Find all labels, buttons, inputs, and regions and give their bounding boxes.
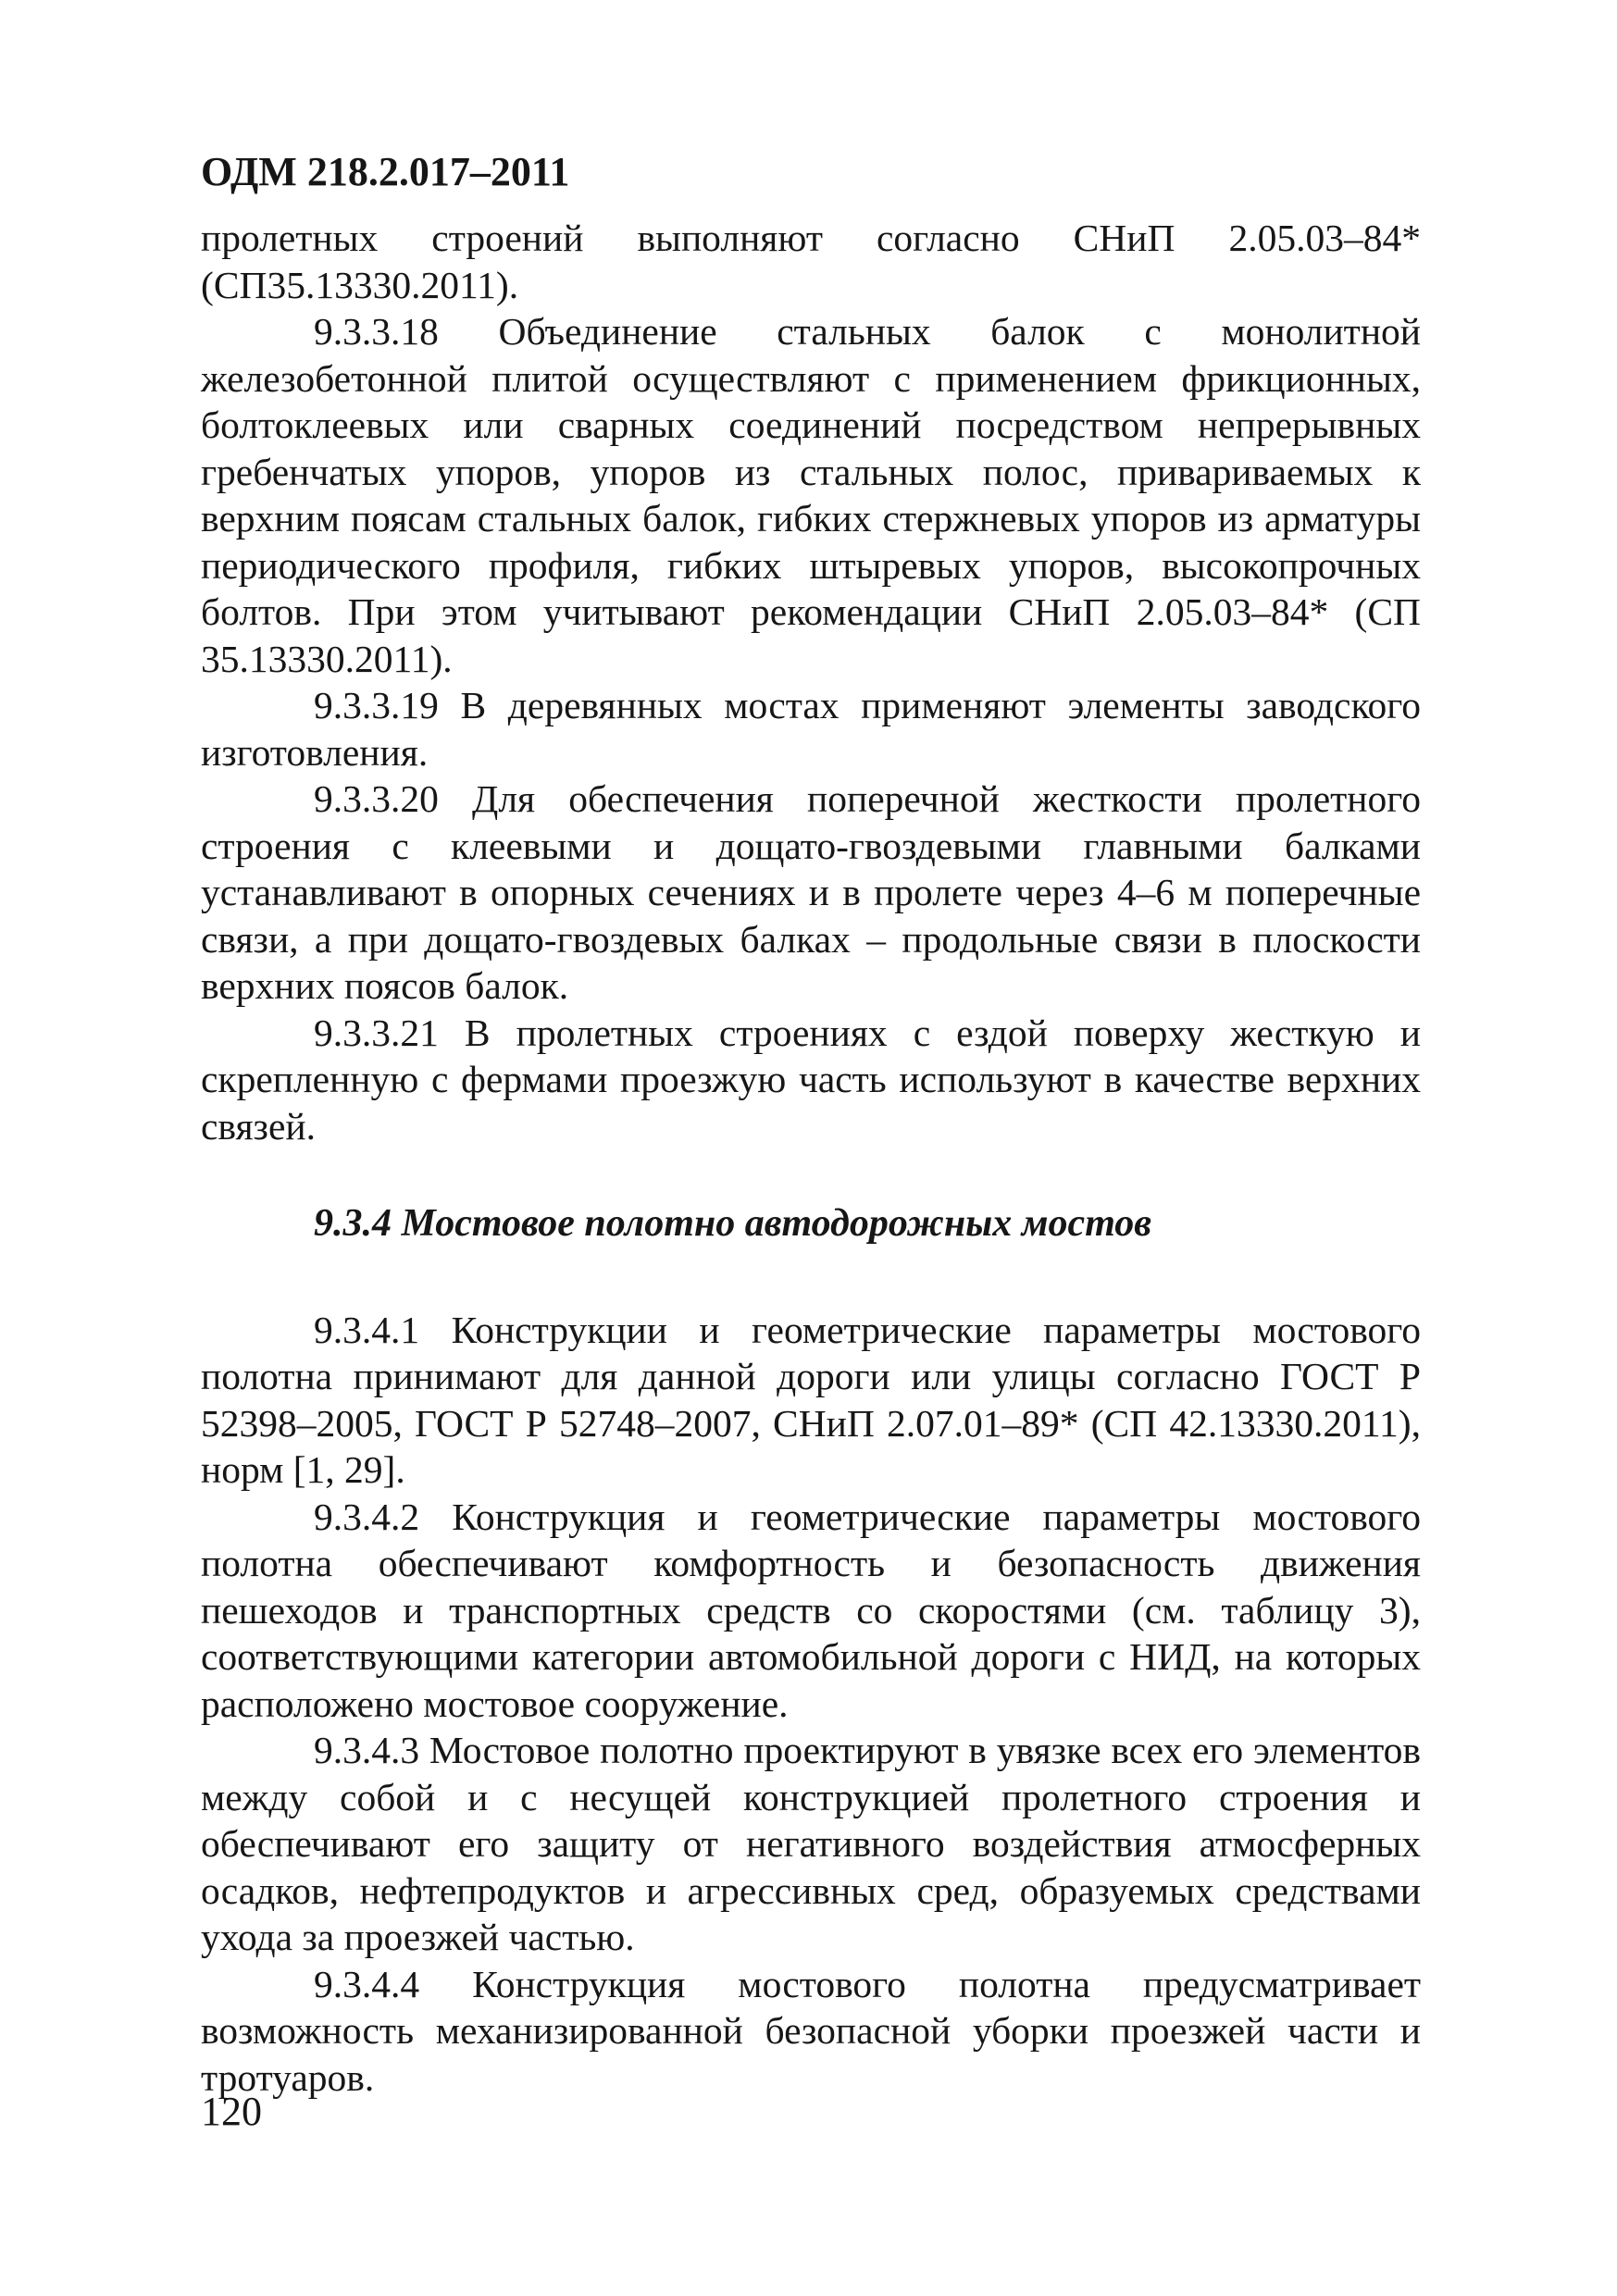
paragraph-9-3-3-20: 9.3.3.20 Для обеспечения поперечной жесткости пролетного строения с клеевыми и дощато-гвоздевыми главными балками устанавливают в опорных сечениях и в пролете через 4–6 м поперечные связи, а при дощато-гвоздевых балках – продольные связи в плоскости верхних поясов балок. bbox=[201, 777, 1421, 1007]
paragraph-9-3-4-4: 9.3.4.4 Конструкция мостового полотна предусматривает возможность механизированной безопасной уборки проезжей части и тротуаров. bbox=[201, 1962, 1421, 2099]
page-number: 120 bbox=[201, 2089, 262, 2134]
paragraph-9-3-4-1: 9.3.4.1 Конструкции и геометрические параметры мостового полотна принимают для данной дороги или улицы согласно ГОСТ Р 52398–2005, ГОСТ Р 52748–2007, СНиП 2.07.01–89* (СП 42.13330.2011), норм [1, 29]. bbox=[201, 1308, 1421, 1491]
paragraph-9-3-4-2: 9.3.4.2 Конструкция и геометрические параметры мостового полотна обеспечивают комфортность и безопасность движения пешеходов и транспортных средств со скоростями (см. таблицу 3), соответствующими категории автомобильной дороги с НИД, на которых расположено мостовое сооружение. bbox=[201, 1495, 1421, 1725]
paragraph-9-3-3-19: 9.3.3.19 В деревянных мостах применяют элементы заводского изготовления. bbox=[201, 684, 1421, 774]
body-text bbox=[201, 215, 1421, 2101]
section-heading-9-3-4: 9.3.4 Мостовое полотно автодорожных мостов bbox=[314, 1202, 1152, 1245]
paragraph-9-3-4-3: 9.3.4.3 Мостовое полотно проектируют в увязке всех его элементов между собой и с несущей конструкцией пролетного строения и обеспечивают его защиту от негативного воздействия атмосферных осадков, нефтепродуктов и агрессивных сред, образуемых средствами ухода за проезжей частью. bbox=[201, 1729, 1421, 1958]
paragraph-9-3-3-18: 9.3.3.18 Объединение стальных балок с монолитной железобетонной плитой осуществляют с применением фрикционных, болтоклеевых или сварных соединений посредством непрерывных гребенчатых упоров, упоров из стальных полос, привариваемых к верхним поясам стальных балок, гибких стержневых упоров из арматуры периодического профиля, гибких штыревых упоров, высокопрочных болтов. При этом учитывают рекомендации СНиП 2.05.03–84* (СП 35.13330.2011). bbox=[201, 310, 1421, 680]
paragraph-continuation: пролетных строений выполняют согласно СНиП 2.05.03–84* (СП35.13330.2011). bbox=[201, 217, 1421, 306]
paragraph-9-3-3-21: 9.3.3.21 В пролетных строениях с ездой поверху жесткую и скрепленную с фермами проезжую часть используют в качестве верхних связей. bbox=[201, 1011, 1421, 1148]
document-code-header: ОДМ 218.2.017–2011 bbox=[201, 149, 570, 194]
